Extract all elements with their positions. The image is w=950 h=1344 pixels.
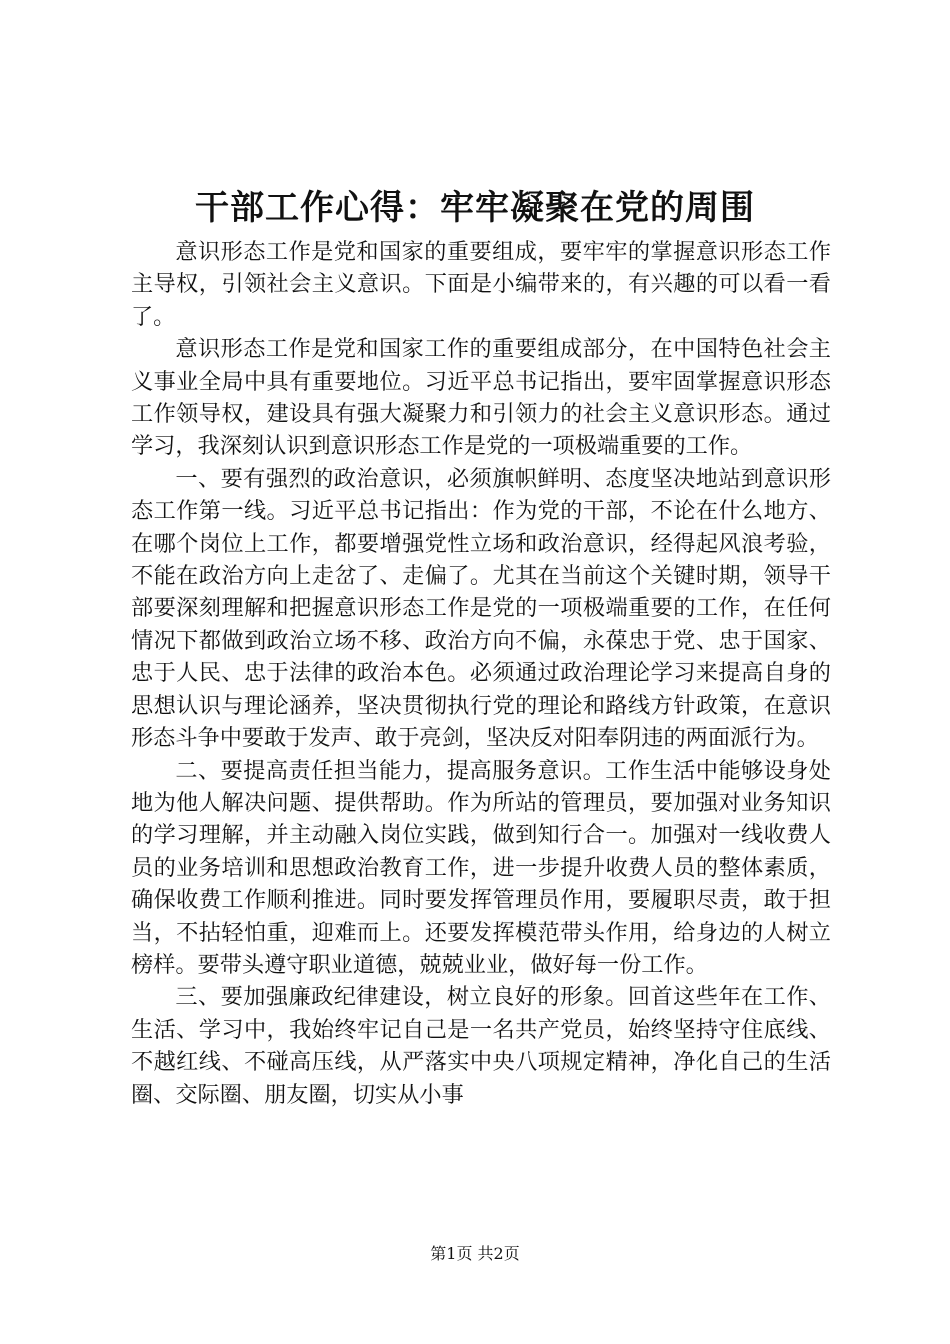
document-title: 干部工作心得：牢牢凝聚在党的周围 (195, 188, 755, 228)
paragraph-point-one: 一、要有强烈的政治意识，必须旗帜鲜明、态度坚决地站到意识形态工作第一线。习近平总书记指出：作为党的干部，不论在什么地方、在哪个岗位上工作，都要增强党性立场和政治意识，经得起风浪考验，不能在政治方向上走岔了、走偏了。尤其在当前这个关键时期，领导干部要深刻理解和把握意识形态工作是党的一项极端重要的工作，在任何情况下都做到政治立场不移、政治方向不偏，永葆忠于党、忠于国家、忠于人民、忠于法律的政治本色。必须通过政治理论学习来提高自身的思想认识与理论涵养，坚决贯彻执行党的理论和路线方针政策，在意识形态斗争中要敢于发声、敢于亮剑，坚决反对阳奉阴违的两面派行为。 (131, 465, 831, 752)
paragraph-intro: 意识形态工作是党和国家的重要组成，要牢牢的掌握意识形态工作主导权，引领社会主义意识。下面是小编带来的，有兴趣的可以看一看了。 (131, 239, 831, 330)
document-body (131, 236, 831, 1111)
paragraph-point-three: 三、要加强廉政纪律建设，树立良好的形象。回首这些年在工作、生活、学习中，我始终牢记自己是一名共产党员，始终坚持守住底线、不越红线、不碰高压线，从严落实中央八项规定精神，净化自己的生活圈、交际圈、朋友圈，切实从小事 (131, 984, 831, 1108)
page-number-footer: 第1页 共2页 (430, 1244, 520, 1263)
paragraph-overview: 意识形态工作是党和国家工作的重要组成部分，在中国特色社会主义事业全局中具有重要地位。习近平总书记指出，要牢固掌握意识形态工作领导权，建设具有强大凝聚力和引领力的社会主义意识形态。通过学习，我深刻认识到意识形态工作是党的一项极端重要的工作。 (131, 336, 831, 460)
paragraph-point-two: 二、要提高责任担当能力，提高服务意识。工作生活中能够设身处地为他人解决问题、提供帮助。作为所站的管理员，要加强对业务知识的学习理解，并主动融入岗位实践，做到知行合一。加强对一线收费人员的业务培训和思想政治教育工作，进一步提升收费人员的整体素质，确保收费工作顺利推进。同时要发挥管理员作用，要履职尽责，敢于担当，不拈轻怕重，迎难而上。还要发挥模范带头作用，给身边的人树立榜样。要带头遵守职业道德，兢兢业业，做好每一份工作。 (131, 757, 831, 978)
